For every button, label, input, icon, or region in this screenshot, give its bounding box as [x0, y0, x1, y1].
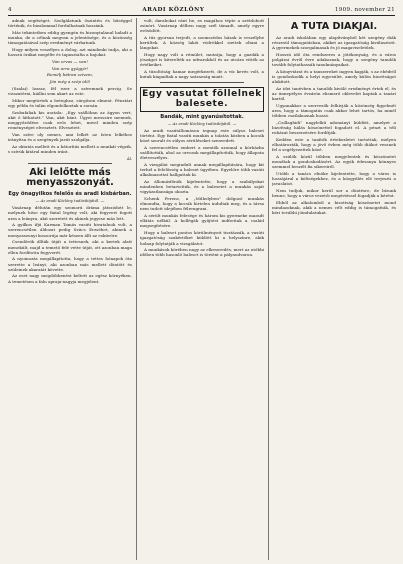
paper-title: ARADI KÖZLÖNY: [142, 7, 205, 13]
paragraph: A munkások körében nagy az elkeseredés, mert az utóbbi időben több hasonló baleset is történt a pályaudvaron.: [140, 247, 264, 258]
paragraph: Ebből az alkalomból a bizottság köszönetet mond mindazoknak, akik a nemes célt eddig is támogatták, és kéri további jóindulatukat.: [272, 199, 396, 216]
paragraph: adnak segítséget. Szolgálatunk őszintén és hűséggel történik, és bizalommal fordulhatnak hozzánk.: [8, 18, 132, 29]
column-divider: [136, 18, 137, 560]
paragraph: (Szalai) Izzasz, fél ezer a szívemnek percig. Se visszatérni, kiállni sem akart az este.: [8, 85, 132, 97]
paragraph: Hogy a baleset pontos körülményeit tisztázzák, a vasúti igazgatóság szakértőket küldött ki a helyszínre, akik holnap folytatják a vizsgálatot.: [140, 230, 264, 246]
article-separator: [28, 163, 112, 164]
paragraph: A tűz gyorsan terjedt, a szomszédos házak is veszélybe kerültek. A község lakói vödrökkel siettek oltani a lángokat.: [140, 35, 264, 51]
paragraph: Hogy nagy volt a rémület, mutatja, hogy a gazdák a jószágot is kiterelték az udvarokból és az utcára vitték az értékeiket.: [140, 52, 264, 68]
headline-3: A TUTA DIAKJAI.: [290, 21, 378, 32]
paragraph: A tűzoltóság hamar megérkezett, de a víz kevés volt, a kutak kiapadtak a nagy szárazság miatt.: [140, 69, 264, 80]
article-separator: [160, 82, 244, 83]
paragraph: A vizsgálat megindult annak megállapítására, hogy kit terhel a felelősség a baleset ügyében. Egyelőre több vasúti alkalmazottat hallgattak ki.: [140, 161, 264, 178]
paragraph: Más tekintetben eddig gyengén és bizonytalanul haladt a munka, de a célnak megvan a jelentősége, és a közönség támogatásával szép eredményt várhatunk.: [8, 29, 132, 46]
paragraph: Vasárnap délután egy szomorú dráma játszódott le, melynek hőse egy fiatal legény volt, aki fegyvert fogott arra a leányra, akit szeretett és akinek jegyese más lett.: [8, 205, 132, 221]
paragraph: Nem tudjuk, mikor kerül sor a döntésre, de bízunk benne, hogy a város vezetői megértéssel fogadják a kérést.: [272, 188, 396, 199]
paragraph: Ugyanakkor a szervezők felhívják a közönség figyelmét arra, hogy a támogatás csak akkor lehet tartós, ha minél többen csatlakoznak hozzá.: [272, 102, 396, 119]
page-number: 4: [8, 7, 12, 13]
poem-line: Van arra gyógyír!: [51, 65, 89, 71]
paragraph: Az idei tanévben a tanulók kiváló eredményt értek el, és az ünnepélyes évzárón elismerő oklevelet kaptak a tanári kartól.: [272, 85, 396, 101]
paragraph: A gyilkos ifjú Karman Tamás vasúti hivatalnok volt, a szerencsétlen áldozat pedig Szücs Erzsébet, akinek a menyasszonyi koszorúja már készen állt az esküvőre.: [8, 222, 132, 238]
paragraph: Hogy milyen veszélyes a dolog, azt mindenki tudja, aki a hosszú órákat megélte és tapasztalta a bajokat.: [8, 46, 132, 58]
paragraph: Mikor megtörtek a beteghez, sürgősen elment. Pénztári egy példa és talán elgondolkoztak a sorsán.: [8, 97, 132, 108]
subheadline-2: Bandák, mint gyanúsítottak.: [160, 113, 244, 120]
column-3: [272, 18, 396, 560]
paragraph: A nyomozás megállapította, hogy a tettes hónapok óta szerette a leányt, aki azonban más mellett döntött és szüleinek akaratát követte.: [8, 256, 132, 272]
paragraph: Szobafaliak kis asztala: „Egy szállóban az ágyon vert, akit ő láthatott.” Van, akit bánt. Ügyei messzire mennek, meggyőződése csak erős lehet, mivel minden szép reménységet elvesztett. Elvesztett.: [8, 109, 132, 131]
paragraph: A szerencsétlen embert a mentők azonnal a kórházba szállították, ahol az orvosok megállapították, hogy állapota életveszélyes.: [140, 144, 264, 161]
paragraph: A könyvtárat és a tanszereket ingyen kapják, s az ebédről is gondoskodik a helyi egyesület, amely külön bizottságot alakított.: [272, 68, 396, 84]
page-header: [8, 5, 395, 15]
paragraph: volt, darabokat ránt be, es magához tépte a szétdobott zsinórt. Vasárnap délben nagy szél támadt, amely egyre erősödött.: [140, 18, 264, 34]
poem-line: Jön még a szép idő!: [49, 79, 91, 85]
headline-2: Egy vasutat föllelnek balesete.: [140, 87, 264, 112]
header-rule: [8, 15, 395, 16]
column-divider: [268, 18, 269, 560]
column-2: [140, 18, 264, 560]
paragraph: Az állomásfőnök kijelentette, hogy a szabályokat mindenben betartották, és a balesetet a munkás saját vigyázatlansága okozta.: [140, 179, 264, 195]
paragraph: A szülők közül többen megjelentek és köszönetet mondtak a gondoskodásért. Az egyik édesanya könnyes szemmel beszélt fia sikereiről.: [272, 153, 396, 170]
byline-2: — Az aradi Közlöny tudósítójától. —: [167, 121, 237, 127]
headline-1: Aki lelőtte más menyasszonyát.: [26, 166, 114, 189]
paragraph: A sérült munkás felesége és három kis gyermeke maradt ellátás nélkül. A kollégák gyűjtést indítottak a család megsegítésére.: [140, 213, 264, 229]
subheadline-1: Egy önagyilkos felelős és aradi kisbárban.: [8, 190, 132, 197]
paragraph: Hosszú idő óta rendszeres a jótékonyság, és a város polgárai évről évre adakoznak, hogy a szegény tanulók tovább folytathassák tanulmányaikat.: [272, 51, 396, 67]
paragraph: Schenk Ferenc, a „Műhelyben” dolgozó munkás elmondta, hogy a kocsik hirtelen indultak meg, és a társa nem tudott idejében félreugrani.: [140, 196, 264, 212]
poem-line: Remélj bátran szívem,: [46, 72, 94, 78]
paragraph: Az oktatás mellett és a bátorítás mellett a munkát végzik, s szívük kitárul minden iránt.: [8, 143, 132, 154]
byline-1: — Az aradi Közlöny tudósítójától. —: [35, 198, 105, 204]
article-signature: Ál.: [126, 155, 132, 161]
paragraph: Van szíve oly nemes, ami lelkét az Isten lelkéhez irányítsa és a szegények javát szolgálja.: [8, 131, 132, 143]
paragraph: Az aradi vasútállomáson tegnap este súlyos baleset történt. Egy fiatal vasúti munkás a tolatás közben a kocsik közé szorult és súlyos sérüléseket szenvedett.: [140, 127, 264, 144]
issue-date: 1909. november 21: [334, 7, 395, 13]
poem-line: Van orvos — van!: [52, 58, 88, 64]
paragraph: Az eset nagy megdöbbenést keltett az egész környéken. A temetésen a falu apraja-nagyja megjelent.: [8, 273, 132, 284]
paragraph: Csendőrök állták útját a tettesnek, aki a kertek alatt menekült, majd a temető felé vette útját, ott azonban maga ellen fordította fegyverét.: [8, 239, 132, 255]
paragraph: Kedden este a tanítók értekezletet tartottak, melyen elhatározták, hogy a jövő évben még több diákot vesznek fel a segélyezettek közé.: [272, 136, 396, 153]
paragraph: Utóbb a tanács elnöke kijelentette, hogy a város is hozzájárul a költségekhez, és a közgyűlés elé terjeszti a javaslatot.: [272, 171, 396, 187]
column-1: [8, 18, 132, 560]
paragraph: Az aradi iskolában egy alapítványból két szegény diák részesül támogatásban, akiket az igazgatóság kiválasztott. A gyermekek szorgalmasak és jó magaviseletűek.: [272, 34, 396, 50]
paragraph: „Csillaghidi” nagylelkű adományt küldött, amelyet a bizottság hálás köszönettel fogadott el. A pénzt a téli ruházat beszerzésére fordítják.: [272, 119, 396, 136]
